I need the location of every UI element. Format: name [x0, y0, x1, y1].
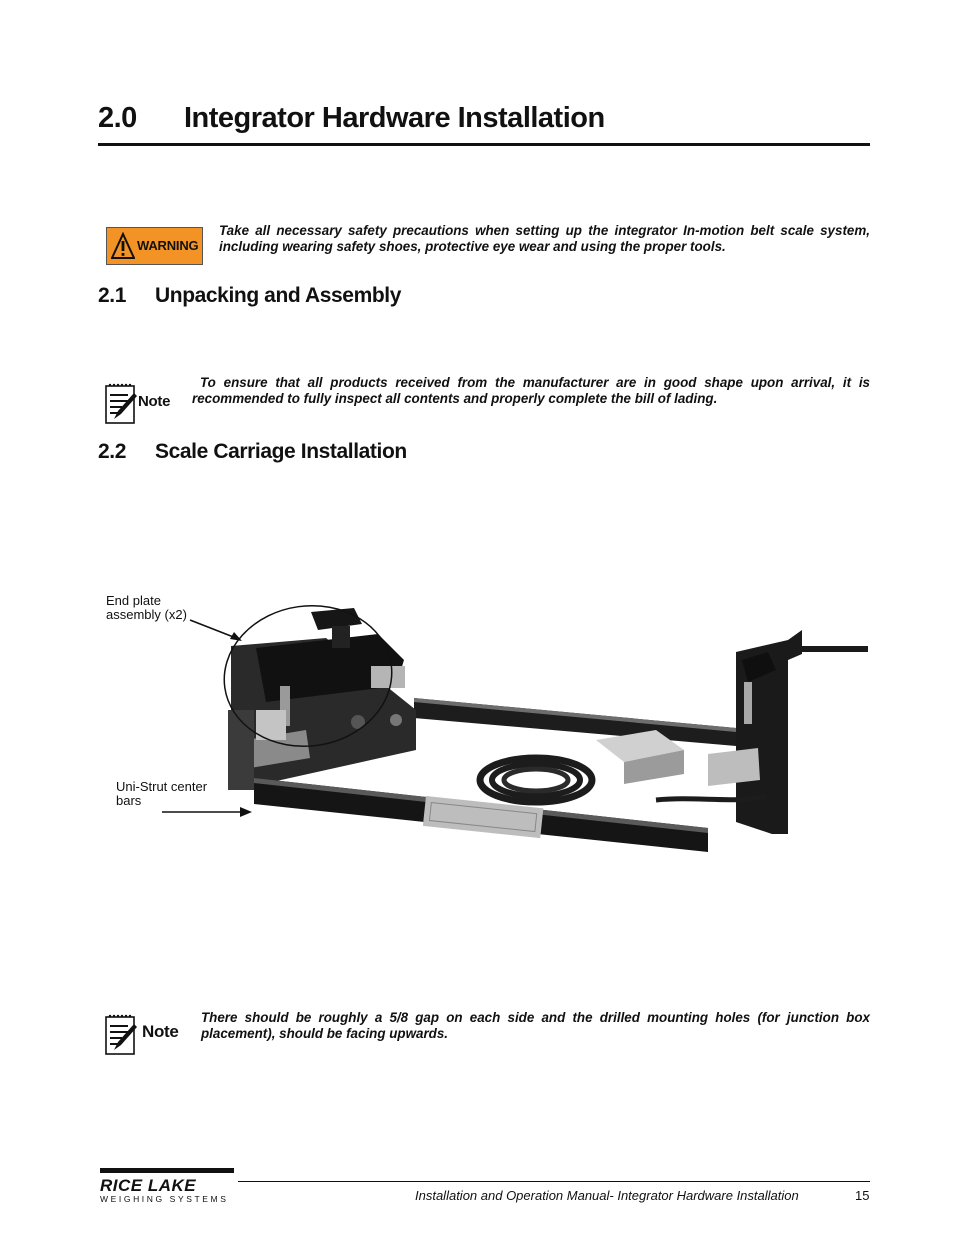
callout-uni-strut: Uni-Strut center bars: [116, 779, 208, 808]
section-heading: [98, 100, 870, 146]
footer-title: Installation and Operation Manual- Integrator Hardware Installation: [415, 1188, 799, 1203]
note-icon-2: [104, 1012, 188, 1056]
note-icon: [104, 381, 184, 425]
notepad-icon: [104, 1012, 138, 1056]
warning-text: Take all necessary safety precautions when setting up the integrator In-motion belt scale system, including wearing safety shoes, protective eye wear and using the proper tools.: [219, 223, 870, 254]
section-number: 2.0: [98, 102, 137, 134]
subsection-title: Unpacking and Assembly: [155, 284, 401, 307]
section-title: Integrator Hardware Installation: [184, 102, 605, 134]
scale-carriage-figure: [96, 590, 872, 890]
subsection-number: 2.2: [98, 440, 126, 463]
subsection-title: Scale Carriage Installation: [155, 440, 407, 463]
logo-wordmark: RICE LAKE: [100, 1176, 197, 1195]
callout-end-plate: End plate assembly (x2): [106, 593, 187, 622]
subsection-heading-carriage: [98, 440, 798, 468]
note-label: Note: [138, 393, 171, 410]
page-number: 15: [855, 1188, 870, 1203]
warning-triangle-icon: [111, 232, 135, 260]
footer-rule: [238, 1181, 870, 1182]
scale-carriage-photo: [96, 590, 872, 890]
logo-bar: [100, 1168, 234, 1173]
note-label: Note: [142, 1022, 179, 1041]
notepad-icon: [104, 381, 138, 425]
logo-tagline: WEIGHING SYSTEMS: [100, 1194, 229, 1204]
rice-lake-logo: [100, 1168, 236, 1204]
note1-text: To ensure that all products received from the manufacturer are in good shape upon arrival, it is recommended to fully inspect all contents and properly complete the bill of lading.: [192, 375, 870, 406]
subsection-heading-unpacking: [98, 284, 798, 312]
warning-label: WARNING: [137, 238, 199, 253]
note2-text: There should be roughly a 5/8 gap on each side and the drilled mounting holes (for junction box placement), should be facing upwards.: [201, 1010, 870, 1041]
subsection-number: 2.1: [98, 284, 126, 307]
warning-badge: [106, 227, 203, 265]
